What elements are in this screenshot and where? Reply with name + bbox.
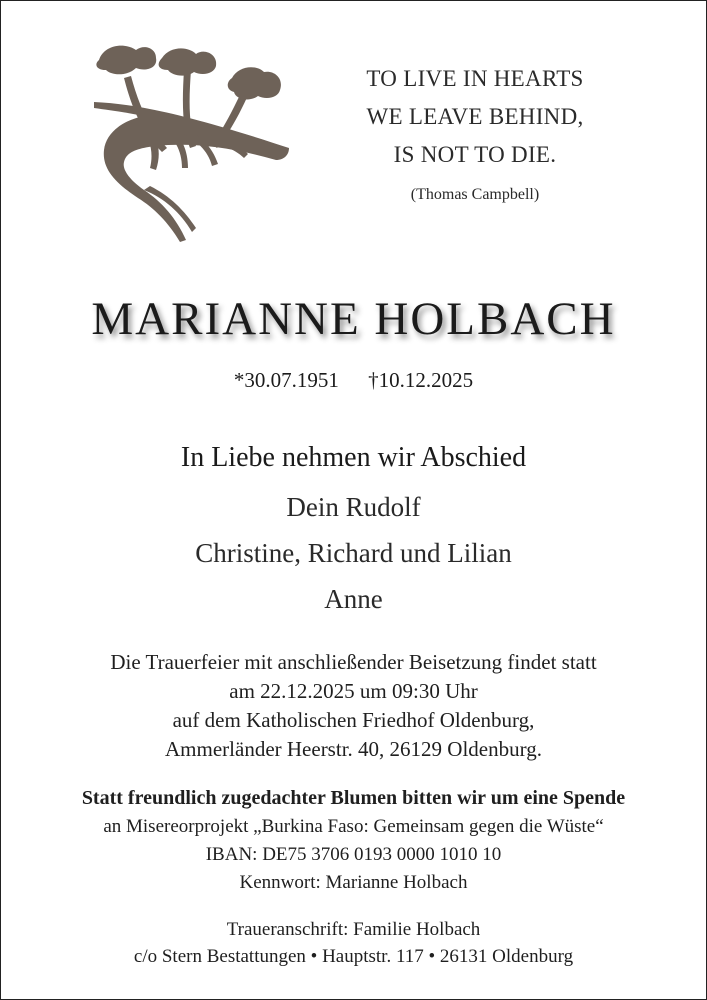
quote-author: (Thomas Campbell) <box>410 186 540 203</box>
family-block <box>0 438 707 622</box>
quote-line: WE LEAVE BEHIND, <box>366 104 584 129</box>
ceremony-line: Ammerländer Heerstr. 40, 26129 Oldenburg. <box>165 737 542 761</box>
address-line: c/o Stern Bestattungen • Hauptstr. 117 • 26131 Oldenburg <box>133 946 574 967</box>
deceased-name: MARIANNE HOLBACH <box>91 293 616 345</box>
donation-keyword: Kennwort: Marianne Holbach <box>239 872 468 893</box>
ceremony-info <box>0 648 707 764</box>
quote-block <box>330 60 620 204</box>
ceremony-line: auf dem Katholischen Friedhof Oldenburg, <box>172 708 535 732</box>
ceremony-line: am 22.12.2025 um 09:30 Uhr <box>229 679 478 703</box>
family-member: Anne <box>324 584 383 614</box>
donation-info <box>0 783 707 897</box>
death-date: †10.12.2025 <box>368 368 474 392</box>
address-line: Traueranschrift: Familie Holbach <box>226 919 481 940</box>
ceremony-line: Die Trauerfeier mit anschließender Beisetzung findet statt <box>110 650 597 674</box>
quote-line: IS NOT TO DIE. <box>393 142 557 167</box>
family-member: Christine, Richard und Lilian <box>195 538 512 568</box>
donation-line: an Misereorprojekt „Burkina Faso: Gemeinsam gegen die Wüste“ <box>103 816 604 837</box>
flower-ornament-icon <box>84 40 294 245</box>
family-member: Dein Rudolf <box>286 492 421 522</box>
donation-iban: IBAN: DE75 3706 0193 0000 1010 10 <box>205 844 502 865</box>
birth-date: *30.07.1951 <box>233 368 339 392</box>
mourning-address <box>0 916 707 970</box>
quote-line: TO LIVE IN HEARTS <box>366 66 584 91</box>
farewell-heading: In Liebe nehmen wir Abschied <box>180 442 527 473</box>
donation-heading: Statt freundlich zugedachter Blumen bitten wir um eine Spende <box>81 787 626 809</box>
life-dates <box>0 368 707 393</box>
